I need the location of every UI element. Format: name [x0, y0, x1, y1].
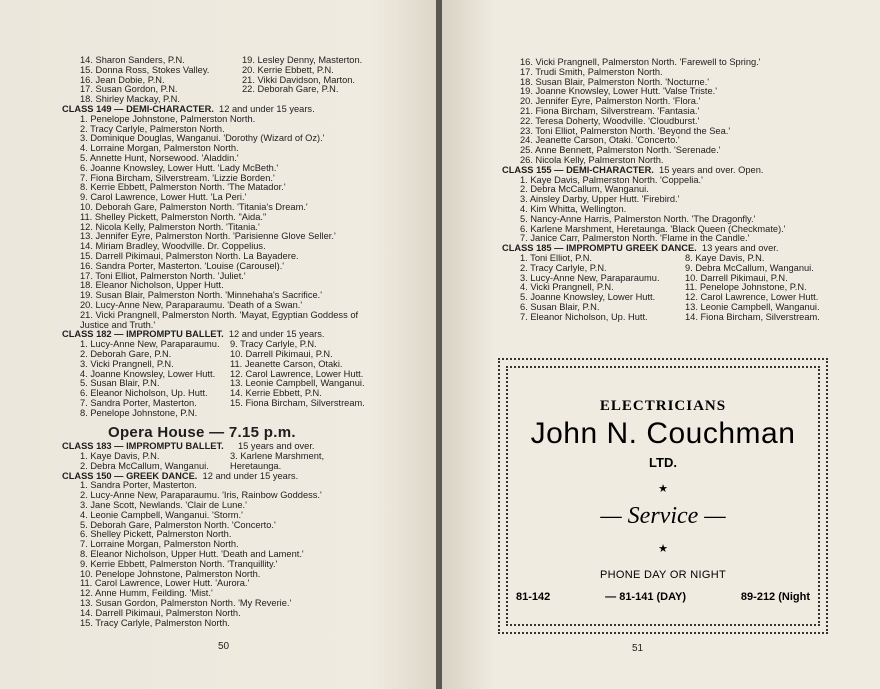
list-item: 14. Darrell Pikimaui, Palmerston North. — [80, 607, 241, 618]
list-item: 16. Sandra Porter, Masterton. 'Louise (Carousel).' — [80, 260, 285, 271]
ad-heading: ELECTRICIANS — [599, 398, 727, 414]
class-185-list — [502, 254, 852, 323]
list-item: 4. Kim Whitta, Wellington. — [520, 203, 627, 214]
list-item: 14. Miriam Bradley, Woodville. Dr. Coppelius. — [80, 241, 266, 252]
list-item: 10. Deborah Gare, Palmerston North. 'Titania's Dream.' — [80, 201, 308, 212]
class-183-age: 15 years and over. — [238, 441, 315, 452]
list-item-right: 9. Debra McCallum, Wanganui. — [685, 262, 814, 273]
list-item-left: 3. Lucy-Anne New, Paraparaumu. — [520, 272, 660, 283]
class-155-heading: CLASS 155 — DEMI-CHARACTER. 15 years and over. Open. — [502, 164, 764, 175]
entries-continued — [502, 58, 852, 166]
list-item-right: 3. Karlene Marshment, — [230, 451, 325, 462]
list-item: 19. Susan Blair, Palmerston North. 'Minnehaha's Sacrifice.' — [80, 290, 322, 301]
list-item: 6. Joanne Knowsley, Lower Hutt. 'Lady McBeth.' — [80, 162, 279, 173]
list-item: 7. Fiona Bircham, Silverstream. 'Lizzie Borden.' — [80, 172, 275, 183]
list-item-right: 9. Tracy Carlyle, P.N. — [230, 339, 317, 350]
list-item: 15. Darrell Pikimaui, Palmerston North. La Bayadere. — [80, 250, 299, 261]
list-item: 16. Vicki Prangnell, Palmerston North. 'Farewell to Spring.' — [520, 57, 761, 67]
list-item: 1. Penelope Johnstone, Palmerston North. — [80, 113, 256, 124]
star-icon: ★ — [658, 483, 668, 495]
list-item-left: 1. Toni Elliot, P.N. — [520, 252, 593, 263]
list-item: 3. Ainsley Darby, Upper Hutt. 'Firebird.' — [520, 194, 680, 205]
list-item: 17. Toni Elliot, Palmerston North. 'Juliet.' — [80, 270, 246, 281]
list-item: 19. Joanne Knowsley, Lower Hutt. 'Valse Triste.' — [520, 86, 717, 97]
list-item-left: 8. Penelope Johnstone, P.N. — [80, 407, 198, 418]
list-item: 2. Debra McCallum, Wanganui. — [520, 184, 649, 195]
list-item-right: 21. Vikki Davidson, Marton. — [242, 74, 355, 85]
list-item-right: Heretaunga. — [230, 460, 282, 471]
ad-business-name: John N. Couchman — [530, 417, 796, 450]
list-item: 22. Teresa Doherty, Woodville. 'Cloudburst.' — [520, 115, 700, 126]
list-item: 9. Kerrie Ebbett, Palmerston North. 'Tranquillity.' — [80, 558, 278, 569]
list-item: 20. Lucy-Anne New, Paraparaumu. 'Death of a Swan.' — [80, 299, 303, 310]
class-155-list — [502, 176, 852, 245]
list-item-left: 5. Joanne Knowsley, Lower Hutt. — [520, 292, 656, 303]
list-item-right: 22. Deborah Gare, P.N. — [242, 84, 339, 95]
list-item: 10. Penelope Johnstone, Palmerston North. — [80, 568, 261, 579]
list-item-left: 18. Shirley Mackay, P.N. — [80, 94, 180, 105]
list-item: 21. Vicki Prangnell, Palmerston North. 'Mayat, Egyptian Goddess of — [80, 309, 359, 320]
list-item: 9. Carol Lawrence, Lower Hutt. 'La Peri.' — [80, 192, 247, 203]
list-item-right: 15. Fiona Bircham, Silverstream. — [230, 397, 365, 408]
class-183-heading: CLASS 183 — IMPROMPTU BALLET. — [62, 441, 224, 452]
list-item-left: 17. Susan Gordon, P.N. — [80, 84, 178, 95]
list-item: 12. Nicola Kelly, Palmerston North. 'Titania.' — [80, 221, 260, 232]
list-item: 2. Tracy Carlyle, Palmerston North. — [80, 123, 225, 134]
list-item-right: 14. Fiona Bircham, Silverstream. — [685, 311, 820, 322]
list-item-left: 2. Tracy Carlyle, P.N. — [520, 262, 607, 273]
ad-phone-3: 89-212 (Night — [740, 591, 810, 603]
left-page-text — [62, 56, 402, 628]
list-item-left: 3. Vicki Prangnell, P.N. — [80, 358, 174, 369]
class-182-heading: CLASS 182 — IMPROMPTU BALLET. 12 and under 15 years. — [62, 329, 325, 340]
list-item-left: 1. Kaye Davis, P.N. — [80, 451, 160, 462]
list-item-left: 6. Eleanor Nicholson, Up. Hutt. — [80, 388, 208, 399]
page-number: 51 — [632, 643, 644, 654]
list-item-left: 15. Donna Ross, Stokes Valley. — [80, 64, 210, 75]
class-182-list — [62, 340, 402, 418]
list-item: 12. Anne Humm, Feilding. 'Mist.' — [80, 588, 213, 599]
advertisement-inner-border — [506, 366, 820, 626]
list-item-right: 12. Carol Lawrence, Lower Hutt. — [685, 292, 819, 303]
list-item-left: 7. Eleanor Nicholson, Up. Hutt. — [520, 311, 648, 322]
list-item: 5. Deborah Gare, Palmerston North. 'Concerto.' — [80, 519, 276, 530]
list-item-right: 19. Lesley Denny, Masterton. — [242, 55, 363, 65]
list-item-right: 10. Darrell Pikimaui, P.N. — [230, 348, 333, 359]
list-item: 20. Jennifer Eyre, Palmerston North. 'Flora.' — [520, 96, 701, 107]
class-150-list — [62, 481, 402, 628]
list-item-right: 13. Leonie Campbell, Wanganui. — [230, 378, 365, 389]
list-item-right: 20. Kerrie Ebbett, P.N. — [242, 64, 334, 75]
list-item-left: 4. Joanne Knowsley, Lower Hutt. — [80, 368, 216, 379]
list-item: 24. Jeanette Carson, Otaki. 'Concerto.' — [520, 135, 680, 146]
venue-heading: Opera House — 7.15 p.m. — [108, 424, 296, 442]
list-item-right: 12. Carol Lawrence, Lower Hutt. — [230, 368, 364, 379]
list-row — [520, 313, 852, 323]
list-row — [80, 409, 402, 419]
list-item: 18. Eleanor Nicholson, Upper Hutt. — [80, 280, 224, 291]
list-item-right: 8. Kaye Davis, P.N. — [685, 252, 765, 263]
class-150-heading: CLASS 150 — GREEK DANCE. 12 and under 15 years. — [62, 470, 299, 481]
list-item-left: 2. Deborah Gare, P.N. — [80, 348, 172, 359]
list-item: 17. Trudi Smith, Palmerston North. — [520, 66, 663, 77]
class-185-heading: CLASS 185 — IMPROMPTU GREEK DANCE. 13 years and over. — [502, 243, 779, 254]
entries-continued — [62, 56, 402, 105]
list-item-left: 4. Vicki Prangnell, P.N. — [520, 282, 614, 293]
list-item: 4. Leonie Campbell, Wanganui. 'Storm.' — [80, 509, 243, 520]
class-149-heading: CLASS 149 — DEMI-CHARACTER. 12 and under 15 years. — [62, 103, 315, 114]
list-item: 5. Annette Hunt, Norsewood. 'Aladdin.' — [80, 152, 239, 163]
ad-phone-2: — 81-141 (DAY) — [605, 591, 687, 603]
list-item-left: 14. Sharon Sanders, P.N. — [80, 55, 185, 65]
list-item: 26. Nicola Kelly, Palmerston North. — [520, 154, 664, 165]
list-item-left: 1. Lucy-Anne New, Paraparaumu. — [80, 339, 220, 350]
list-item-left: 5. Susan Blair, P.N. — [80, 378, 160, 389]
star-icon: ★ — [658, 543, 668, 555]
right-page-text — [502, 58, 852, 323]
list-item-right: 14. Kerrie Ebbett, P.N. — [230, 388, 322, 399]
list-item: 6. Karlene Marshment, Heretaunga. 'Black Queen (Checkmate).' — [520, 223, 786, 234]
list-item-left: 16. Jean Dobie, P.N. — [80, 74, 165, 85]
list-item: 25. Anne Bennett, Palmerston North. 'Serenade.' — [520, 145, 721, 156]
class-149-list — [62, 115, 402, 331]
ad-phone-label: PHONE DAY OR NIGHT — [599, 569, 726, 581]
list-item-left: 2. Debra McCallum, Wanganui. — [80, 460, 209, 471]
list-item: 8. Kerrie Ebbett, Palmerston North. 'The Matador.' — [80, 182, 286, 193]
left-page — [0, 0, 438, 689]
list-item: 18. Susan Blair, Palmerston North. 'Nocturne.' — [520, 76, 710, 87]
list-item: Justice and Truth.' — [80, 319, 156, 330]
advertisement-box — [498, 358, 828, 634]
list-item: 13. Susan Gordon, Palmerston North. 'My Reverie.' — [80, 598, 292, 609]
page-number: 50 — [218, 641, 230, 652]
list-item: 4. Lorraine Morgan, Palmerston North. — [80, 143, 239, 154]
list-item: 21. Fiona Bircham, Silverstream. 'Fantasia.' — [520, 105, 700, 116]
ad-service: — Service — — [600, 503, 726, 529]
right-page — [442, 0, 880, 689]
list-item: 3. Dominique Douglas, Wanganui. 'Dorothy (Wizard of Oz).' — [80, 133, 325, 144]
list-item: 11. Shelley Pickett, Palmerston North. "Aida." — [80, 211, 267, 222]
list-item: 15. Tracy Carlyle, Palmerston North. — [80, 617, 230, 628]
list-item: 11. Carol Lawrence, Lower Hutt. 'Aurora.' — [80, 578, 250, 589]
list-item: 5. Nancy-Anne Harris, Palmerston North. 'The Dragonfly.' — [520, 213, 756, 224]
list-item: 1. Kaye Davis, Palmerston North. 'Coppelia.' — [520, 174, 703, 185]
ad-phone-numbers — [516, 591, 810, 603]
list-item: 23. Toni Elliot, Palmerston North. 'Beyond the Sea.' — [520, 125, 731, 136]
list-item: 2. Lucy-Anne New, Paraparaumu. 'Iris, Rainbow Goddess.' — [80, 490, 322, 501]
list-item: 3. Jane Scott, Newlands. 'Clair de Lune.' — [80, 500, 247, 511]
list-item-right: 13. Leonie Campbell, Wanganui. — [685, 301, 820, 312]
list-item: 6. Shelley Pickett, Palmerston North. — [80, 529, 232, 540]
class-183-list — [62, 452, 402, 472]
list-item-right: 11. Jeanette Carson, Otaki. — [230, 358, 343, 369]
list-item: 7. Janice Carr, Palmerston North. 'Flame in the Candle.' — [520, 233, 750, 244]
list-item: 13. Jennifer Eyre, Palmerston North. 'Parisienne Glove Seller.' — [80, 231, 336, 242]
list-item: 1. Sandra Porter, Masterton. — [80, 480, 197, 491]
list-item-right: 10. Darrell Pikimaui, P.N. — [685, 272, 788, 283]
ad-phone-1: 81-142 — [516, 591, 551, 603]
ad-ltd: LTD. — [649, 455, 677, 470]
list-item: 7. Lorraine Morgan, Palmerston North. — [80, 539, 239, 550]
list-item: 8. Eleanor Nicholson, Upper Hutt. 'Death and Lament.' — [80, 549, 304, 560]
list-item-left: 7. Sandra Porter, Masterton. — [80, 397, 197, 408]
list-item-right: 11. Penelope Johnstone, P.N. — [685, 282, 807, 293]
list-item-left: 6. Susan Blair, P.N. — [520, 301, 600, 312]
